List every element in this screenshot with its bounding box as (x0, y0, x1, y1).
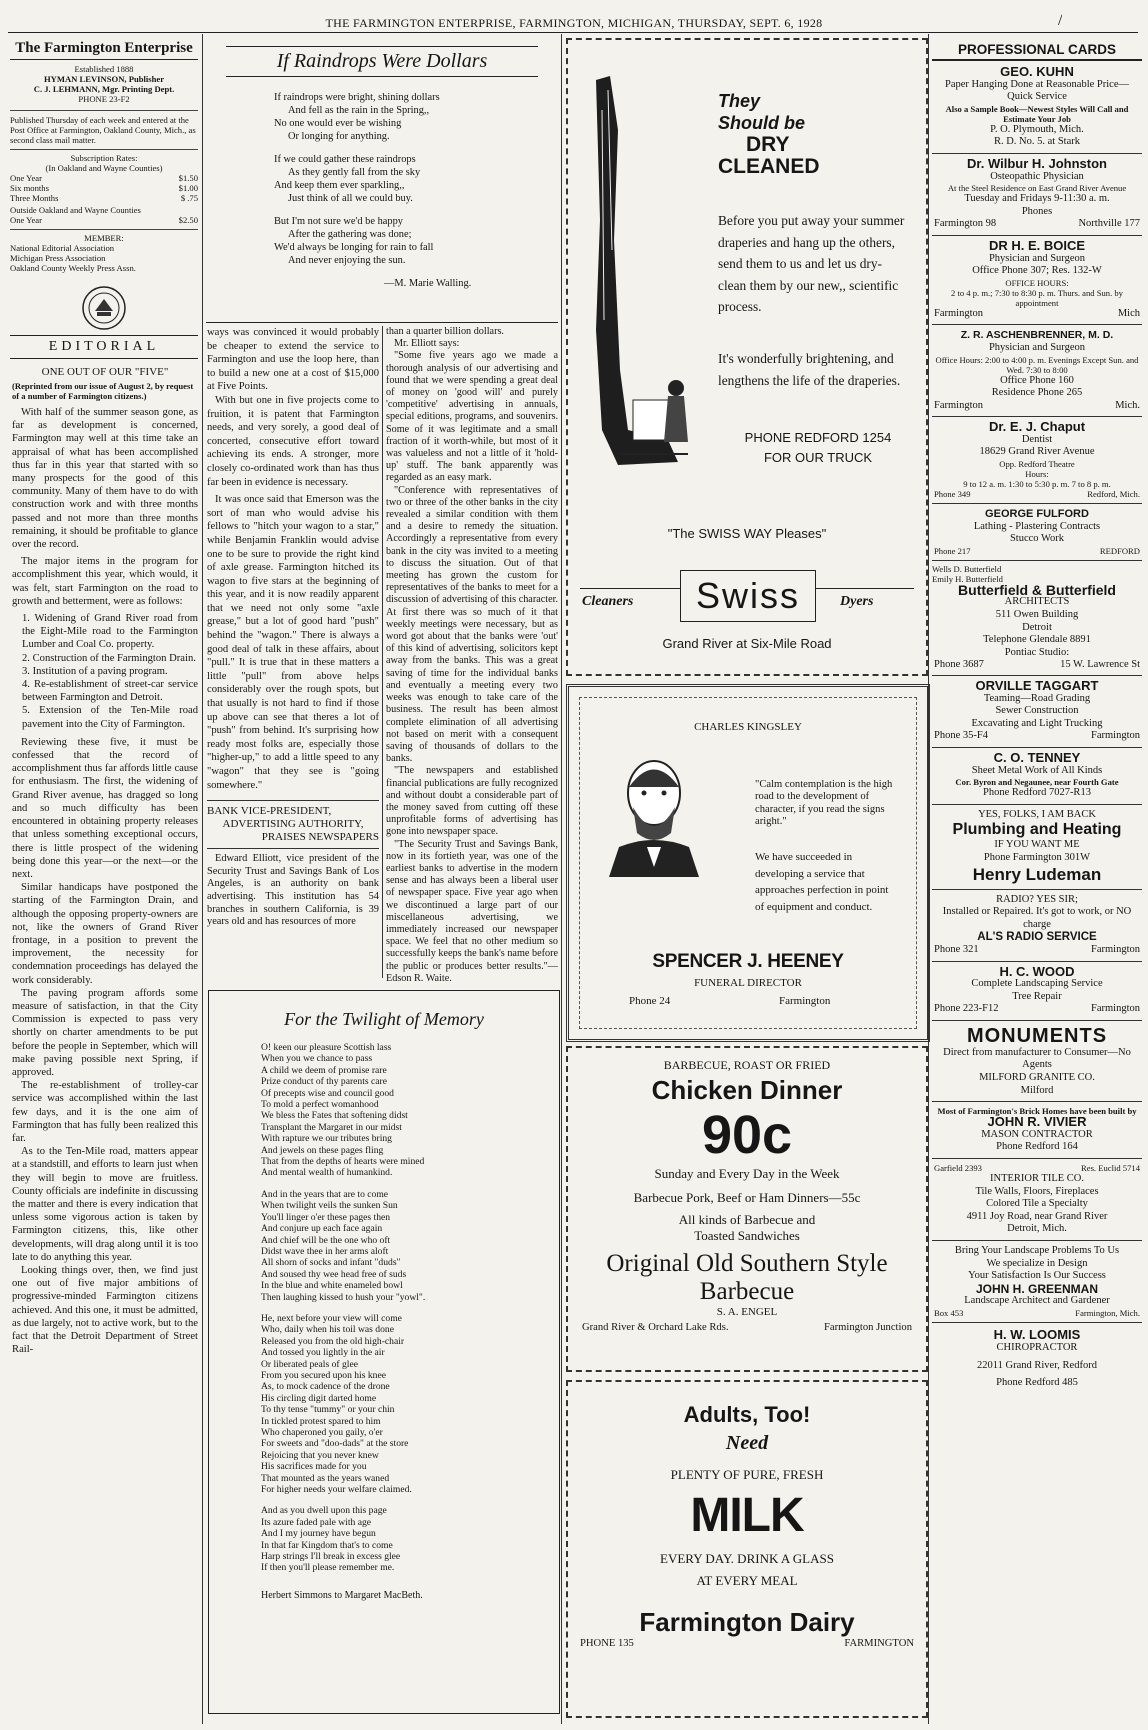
card-phone: Garfield 2393 (934, 1163, 982, 1174)
swiss-left-label: Cleaners (582, 594, 634, 609)
card-name: Butterfield & Butterfield (958, 581, 1116, 598)
card-phone: Phone 349 (934, 489, 971, 500)
masthead: THE FARMINGTON ENTERPRISE, FARMINGTON, MICHIGAN, THURSDAY, SEPT. 6, 1928 (325, 16, 823, 30)
card-name: MONUMENTS (966, 1024, 1108, 1047)
dairy-line: Adults, Too! (683, 1402, 811, 1427)
bbq-line: Barbecue Pork, Beef or Ham Dinners—55c (633, 1190, 861, 1205)
dairy-milk: MILK (690, 1489, 804, 1542)
card-name: DR H. E. BOICE (988, 237, 1086, 253)
card-line: 9 to 12 a. m. 1:30 to 5:30 p. m. 7 to 8 p. m. (963, 479, 1111, 490)
card-line: Stucco Work (1009, 533, 1065, 545)
member-item: Michigan Press Association (10, 253, 106, 263)
poem-line: In the blue and white enameled bowl (261, 1280, 403, 1292)
card-line: Most of Farmington's Brick Homes have been built by (937, 1106, 1137, 1117)
card-line: Cor. Byron and Negaunee, near Fourth Gate (955, 777, 1119, 788)
poem-line: And soused thy wee head free of suds (261, 1268, 407, 1280)
card-name: H. W. LOOMIS (993, 1326, 1081, 1342)
poem-line: We bless the Fates that softening didst (261, 1110, 408, 1122)
swiss-headline: Should be (718, 113, 805, 133)
card-line: Also a Sample Book—Newest Styles Will Call and Estimate Your Job (945, 103, 1129, 124)
column-divider (561, 34, 562, 1724)
bbq-line: All kinds of Barbecue and (678, 1212, 816, 1227)
card-greenman (932, 1241, 1142, 1323)
editorial-paragraph: Similar handicaps have postponed the starting of the Farmington Drain, and although the opposing property-owners are not, like the owners of Grand River frontage, in a position to prevent the improvement, the necessity for condemnation proceedings has delayed the work considerably. (12, 882, 198, 986)
poem-line: If we could gather these raindrops (274, 154, 416, 165)
card-line: At the Steel Residence on East Grand River Avenue (947, 183, 1127, 194)
card-line: Pontiac Studio: (1004, 646, 1070, 658)
poem-line: Harp strings I'll break in excess glee (261, 1551, 401, 1563)
card-line: OFFICE HOURS: (1005, 277, 1069, 288)
card-line: Detroit, Mich. (1007, 1223, 1067, 1235)
heeney-name: SPENCER J. HEENEY (652, 951, 844, 972)
card-line: Physician and Surgeon (988, 252, 1086, 264)
card-name: INTERIOR TILE CO. (989, 1173, 1084, 1185)
bbq-big: Original Old Southern Style (606, 1250, 888, 1277)
card-town: Farmington, Mich. (1075, 1307, 1140, 1318)
card-line: Phone Redford 485 (996, 1376, 1078, 1388)
poem-line: In that far Kingdom that's to come (261, 1539, 393, 1551)
raindrops-poem (206, 40, 558, 318)
card-line: 4911 Joy Road, near Grand River (966, 1210, 1108, 1222)
publisher: HYMAN LEVINSON, Publisher (43, 74, 165, 84)
poem-line: O! keen our pleasure Scottish lass (261, 1042, 392, 1053)
card-name: C. O. TENNEY (993, 749, 1081, 765)
card-line: RADIO? YES SIR; (996, 893, 1078, 905)
card-boice (932, 236, 1142, 325)
program-item: 1. Widening of Grand River road from the Eight-Mile road to the Farmington Lumber and Coal Co. property. (22, 613, 198, 651)
dairy-line: Need (725, 1432, 769, 1454)
card-name: Z. R. ASCHENBRENNER, M. D. (960, 329, 1114, 342)
poem-line: If raindrops were bright, shining dollars (274, 92, 440, 103)
poem-line: And keep them ever sparkling,, (274, 180, 405, 191)
swiss-body: It's wonderfully brightening, and lengthens the life of the draperies. (718, 351, 901, 388)
poem-line: A child we deem of promise rare (261, 1064, 387, 1076)
poem-line: And in the years that are to come (261, 1188, 389, 1200)
card-town: Farmington (934, 307, 983, 319)
editorial-title: ONE OUT OF OUR "FIVE" (41, 366, 169, 378)
swiss-right-label: Dyers (840, 594, 874, 609)
card-line: Plumbing and Heating (952, 821, 1122, 839)
poem-signature: Herbert Simmons to Margaret MacBeth. (261, 1589, 423, 1601)
card-town: Farmington (1091, 730, 1140, 742)
card-phone: Phone 321 (934, 943, 979, 955)
card-phone: Phone 3687 (934, 659, 984, 671)
card-line: Phone Redford 7027-R13 (983, 787, 1091, 799)
kingsley-quote: "Calm contemplation is the high road to the development of character, if you read the signs aright." (755, 779, 893, 828)
poem-line: And as you dwell upon this page (261, 1505, 387, 1517)
editorial-heading: EDITORIAL (10, 335, 198, 359)
card-line: Office Phone 160 (1000, 374, 1074, 386)
card-line: Residence Phone 265 (991, 387, 1083, 399)
poem-line: Of precepts wise and council good (261, 1087, 394, 1099)
card-line: Lathing - Plastering Contracts (973, 520, 1101, 532)
bbq-owner: S. A. ENGEL (716, 1306, 778, 1318)
card-tenney (932, 748, 1142, 805)
card-line: Telephone Glendale 8891 (983, 634, 1091, 646)
card-box: Box 453 (934, 1307, 964, 1318)
card-line: Colored Tile a Specialty (986, 1198, 1088, 1210)
portrait-engraving-icon (599, 747, 709, 877)
card-taggart (932, 676, 1142, 748)
bank-headline: ADVERTISING AUTHORITY, (222, 818, 364, 831)
card-line: YES, FOLKS, I AM BACK (978, 808, 1096, 820)
card-name: JOHN R. VIVIER (987, 1114, 1087, 1130)
card-name: Dr. Wilbur H. Johnston (967, 155, 1107, 171)
card-line: CHIROPRACTOR (996, 1341, 1078, 1353)
barbecue-ad (566, 1046, 928, 1372)
card-name: AL'S RADIO SERVICE (977, 931, 1097, 944)
card-town: Redford, Mich. (1087, 489, 1140, 500)
poem-line: That mounted as the years waned (261, 1472, 390, 1484)
bbq-top: BARBECUE, ROAST OR FRIED (663, 1058, 831, 1072)
program-item: 4. Re-establishment of street-car service between Farmington and Detroit. (22, 679, 198, 704)
poem-line: Prize conduct of thy parents care (261, 1076, 387, 1088)
poem-line: And conjure up each face again (261, 1223, 383, 1235)
card-line: 18629 Grand River Avenue (979, 446, 1095, 458)
card-town: Farmington (1091, 1003, 1140, 1015)
poem-line: When you we chance to pass (261, 1053, 373, 1065)
card-town: Farmington (1091, 943, 1140, 955)
heeney-town: Farmington (779, 995, 831, 1007)
editorial-paragraph: The paving program affords some measure of satisfaction, in that the City Commission is expected to pass very shortly on charter amendments to be put before the people in September, which will make paving possible next Spring, if approved. (12, 987, 198, 1078)
editorial-paragraph: ways was convinced it would probably be cheaper to extend the service to Farmington and use the loop here, than to build a new one at a cost of $15,000 at Five Points. (207, 327, 379, 393)
card-line: IF YOU WANT ME (994, 839, 1080, 851)
poem-line: Or liberated peals of glee (261, 1358, 358, 1370)
bank-paragraph: than a quarter billion dollars. (386, 326, 504, 337)
card-line: Office Phone 307; Res. 132-W (972, 265, 1102, 277)
professional-cards (932, 62, 1142, 1395)
card-line: Phones (1021, 205, 1053, 217)
cards-title: PROFESSIONAL CARDS (932, 42, 1142, 61)
farmington-dairy-ad (566, 1380, 928, 1718)
card-town: REDFORD (1099, 545, 1140, 556)
poem-line: To mold a perfect womanhood (261, 1099, 379, 1111)
rate-row: One Year $2.50 (10, 215, 198, 225)
card-butterfield (932, 561, 1142, 676)
swiss-body: Before you put away your summer draperies and hang up the others, send them to us and let us dry-clean them by our new,, scientific process. (718, 213, 905, 314)
dairy-line: AT EVERY MEAL (696, 1573, 798, 1588)
subscription-sub: (In Oakland and Wayne Counties) (45, 163, 163, 173)
card-line: Paper Hanging Done at Reasonable Price— Quick Service (945, 78, 1129, 103)
card-line: Installed or Repaired. It's got to work, or NO charge (942, 906, 1132, 930)
card-line: Phone Farmington 301W (983, 851, 1091, 863)
poem-line: In tickled protest spared to him (261, 1415, 381, 1427)
editorial-paragraph: With but one in five projects come to fruition, it is patent that Farmington needs, and very sorely, a good deal of concerted, consecutive effort toward achieving its ends. A stronger, more closely co-ordinated work than has thus far been in evidence is necessary. (207, 394, 379, 488)
editorial-paragraph: Looking things over, then, we find just one out of five major ambitions of progressive-minded Farmington citizens achieved. And this one, it must be admitted, as due largely, not to active work, but to the fact that the Detroit Department of Street Rail- (12, 1265, 198, 1356)
swiss-slogan: "The SWISS WAY Pleases" (667, 526, 827, 541)
card-line: Tree Repair (1012, 990, 1062, 1002)
poem-line: And I my journey have begun (261, 1528, 376, 1540)
card-line: Landscape Architect and Gardener (964, 1295, 1110, 1307)
card-kuhn (932, 62, 1142, 154)
heeney-title: FUNERAL DIRECTOR (694, 977, 802, 989)
card-phone: Res. Euclid 5714 (1081, 1163, 1140, 1174)
card-line: R. D. No. 5. at Stark (993, 136, 1081, 148)
rate-row: One Year $1.50 (10, 173, 198, 183)
poem-line: But I'm not sure we'd be happy (274, 216, 403, 227)
poem-line: He, next before your view will come (261, 1312, 402, 1324)
card-johnston (932, 154, 1142, 236)
poem-line: From you secured upon his knee (261, 1369, 386, 1381)
card-fulford (932, 504, 1142, 561)
swiss-headline: They (718, 91, 761, 111)
bank-headline: PRAISES NEWSPAPERS (261, 831, 379, 844)
poem-line: Released you from the old high-chair (261, 1335, 405, 1347)
page-number: / (1058, 12, 1063, 29)
masthead-rule (8, 32, 1138, 33)
editorial-reprint: (Reprinted from our issue of August 2, by request of a number of Farmington citizens.) (12, 381, 194, 401)
card-line: Dentist (1021, 433, 1053, 445)
poem-line: To thy tense "tummy" or your chin (261, 1404, 395, 1416)
bank-paragraph: "The newspapers and established financial publications are fully recognized and without doubt a considerable part of the money saved from cutting off these unprofitable forms of advertising has gone into newspaper space. (386, 765, 558, 838)
poem-line: Or longing for anything. (288, 131, 390, 142)
card-phone: Farmington 98 (934, 218, 997, 230)
paper-phone: PHONE 23-F2 (78, 94, 130, 104)
card-line: Osteopathic Physician (990, 170, 1084, 182)
editorial-paragraph: The re-establishment of trolley-car service was accomplished within the last few days, and it is the one aim of Farmington that has fully been realized this far. (12, 1080, 198, 1144)
card-line: Milford (1020, 1084, 1054, 1096)
card-tile (932, 1159, 1142, 1241)
card-town: Farmington (934, 399, 983, 411)
editorial-paragraph: It was once said that Emerson was the sort of man who would advise his fellows to "hitch your wagon to a star," while Benjamin Franklin would advise one to be sure to provide the right kind of axle grease. Farmington hitched its wagon to five stars at the beginning of this year, and it is now readily apparent that we need not only some "axle grease," but a lot of good hard "push" behind the "wagon." There is always a good deal of talk in these affairs, about "pull." It is true that in these matters a little "pull" from above helps considerably over the rough spots, but that usually is not hard to find if those up above can see that theres a lot of "push" from behind. It's surprising how ready most folks are, especially those "higher-up," to add a little speed to any "wagon" that they see is "going somewhere." (207, 494, 379, 791)
editorial-paragraph: With half of the summer season gone, as far as development is concerned, Farmington may well at this time take an appraisal of what has been accomplished thus far in this year that started with so many prospects for the good of this community. Many of them have to do with construction work and with three months passed and not more than three months remaining, it should be profitable to glance over the record. (12, 407, 198, 551)
dairy-town: FARMINGTON (844, 1638, 914, 1649)
card-line: Office Hours: 2:00 to 4:00 p. m. Evenings Except Sun. and Wed. 7:30 to 8:00 (935, 354, 1139, 375)
poem-line: Transplant the Margaret in our midst (261, 1121, 402, 1133)
poem-line: And tossed you lightly in the air (261, 1347, 385, 1359)
card-phone: Northville 177 (1078, 218, 1140, 230)
poem-line: That from the depths of hearts were mined (261, 1156, 425, 1168)
poem-line: As, to mock cadence of the drone (261, 1381, 390, 1393)
card-name: JOHN H. GREENMAN (975, 1281, 1098, 1296)
bank-headline: BANK VICE-PRESIDENT, (207, 805, 332, 818)
card-line: We specialize in Design (986, 1257, 1088, 1269)
editorial-paragraph: Reviewing these five, it must be confessed that the record of accomplishment thus far affords little cause for enthusiasm. The first, the widening of Grand River avenue, has dragged so long and so much difficulty has been encountered in obtaining property releases that unless something exceptional occurs, there is little prospect of the widening being done this year—or the next—or the next. (12, 736, 198, 880)
poem-line: His sacrifices made for you (261, 1461, 367, 1473)
member-item: Oakland County Weekly Press Assn. (10, 263, 136, 273)
poem-line: Then laughing kissed to hush your "yowl". (261, 1291, 426, 1303)
card-name: Dr. E. J. Chaput (988, 419, 1086, 435)
program-item: 2. Construction of the Farmington Drain. (22, 652, 196, 664)
dairy-line: EVERY DAY. DRINK A GLASS (660, 1551, 834, 1566)
card-name: H. C. WOOD (999, 963, 1075, 979)
swiss-headline: CLEANED (718, 155, 820, 178)
card-vivier (932, 1102, 1142, 1159)
card-line: Tile Walls, Floors, Fireplaces (975, 1185, 1099, 1197)
raindrops-title: If Raindrops Were Dollars (226, 46, 538, 77)
card-line: Sewer Construction (995, 705, 1079, 717)
poem-line: And mental wealth of humankind. (261, 1167, 393, 1179)
poem-line: Rejoicing that you never knew (261, 1449, 379, 1461)
poem-line: Just think of all we could buy. (288, 193, 413, 204)
press-seal-icon (81, 285, 127, 331)
poem-line: Who chaperoned you gaily, o'er (261, 1427, 383, 1438)
card-line: Emily H. Butterfield (932, 573, 1003, 584)
card-line: Tuesday and Fridays 9-11:30 a. m. (964, 193, 1110, 205)
card-line: Complete Landscaping Service (971, 978, 1103, 990)
rates-list (10, 173, 198, 225)
bbq-address: Grand River & Orchard Lake Rds. (582, 1322, 729, 1333)
editorial-continued (207, 326, 379, 929)
bank-paragraph: "The Security Trust and Savings Bank, now in its fortieth year, was one of the earliest banks to advertise in the modern sense and has always been a liberal user of newspaper space. Five year ago when we discontinued a large part of our miscellaneous advertising, we immediately increased our newspaper space. We feel that no other medium so successfully keeps the bank's name before the public or produces better results."—Edson R. Waite. (386, 838, 558, 984)
rate-row: Three Months $ .75 (10, 193, 198, 203)
poem-line: His circling digit darted home (261, 1392, 377, 1404)
poem-author: —M. Marie Walling. (384, 278, 472, 289)
card-line: 2 to 4 p. m.; 7:30 to 8:30 p. m. Thurs. and Sun. by appointment (951, 287, 1123, 308)
card-line: 22011 Grand River, Redford (977, 1360, 1097, 1372)
heeney-phone: Phone 24 (629, 995, 671, 1007)
poem-line: For higher needs your welfare claimed. (261, 1484, 412, 1496)
poem-line: Its azure faded pale with age (261, 1516, 372, 1528)
card-name: GEO. KUHN (1000, 64, 1074, 79)
swiss-phone: PHONE REDFORD 1254 (744, 430, 892, 445)
card-line: Opp. Redford Theatre (999, 459, 1075, 470)
card-line: Direct from manufacturer to Consumer—No Agents (943, 1046, 1131, 1071)
poem-line: And fell as the rain in the Spring,, (288, 105, 430, 116)
bbq-days: Sunday and Every Day in the Week (654, 1166, 840, 1181)
card-line: Bring Your Landscape Problems To Us (954, 1245, 1120, 1256)
card-state: Mich. (1115, 399, 1140, 411)
established: Established 1888 (74, 64, 134, 74)
heeney-funeral-ad (566, 684, 930, 1042)
heeney-body: We have succeeded in developing a service that approaches perfection in point of equipment and conduct. (755, 851, 889, 913)
poem-line: After the gathering was done; (288, 229, 412, 240)
poem-line: And chief will be the one who oft (261, 1234, 391, 1246)
card-monuments (932, 1021, 1142, 1102)
card-line: 511 Owen Building (995, 609, 1079, 621)
swiss-address: Grand River at Six-Mile Road (662, 636, 832, 651)
editorial-paragraph: As to the Ten-Mile road, matters appear at a standstill, and efforts to learn just when they will begin to move are fruitless. County officials are indefinite in discussing the matter and there is every indication that unless some vigorous action is taken by Farmington citizens, this, like other developments, will drag along until it is too late to do anything this year. (12, 1146, 198, 1263)
rate-row: Six months $1.00 (10, 183, 198, 193)
card-line: P. O. Plymouth, Mich. (990, 123, 1084, 135)
bank-paragraph: "Conference with representatives of two or three of the other banks in the city revealed a similar condition with them and a desire to remedy the situation. Accordingly a representative from every bank in the city was invited to a meeting to discuss the situation. Out of that meeting has grown the custom for representatives of the banks to meet for a discussion of advertising of this character. At first there was so much of it that weekly meetings were necessary, but as word got about that the banks were 'out' of this kind of advertising, solicitors kept away from the banks. This was a great saving of time for the individual banks and eventually a meeting every two weeks was enough to take care of the business. The result has been almost complete elimination of all advertising not based on merit with a consequent saving of thousands of dollars to the banks. (386, 484, 558, 765)
poem-line: And jewels on these pages fling (261, 1144, 384, 1156)
poem-line: With rapture we our tributes bring (261, 1133, 392, 1145)
twilight-poem (208, 990, 560, 1714)
card-line: Detroit (1022, 621, 1052, 633)
card-line: Excavating and Light Trucking (971, 717, 1103, 729)
swiss-headline: DRY (746, 133, 790, 156)
editorial-column (12, 362, 198, 1356)
card-phone: Phone 35-F4 (934, 730, 988, 742)
dairy-name: Farmington Dairy (639, 1607, 855, 1637)
card-radio (932, 890, 1142, 962)
card-line: Your Satisfaction Is Our Success (968, 1270, 1106, 1282)
card-line: Physician and Surgeon (988, 341, 1086, 353)
card-name: GEORGE FULFORD (985, 508, 1089, 521)
card-line: Wells D. Butterfield (932, 563, 1002, 574)
poem-line: We'd always be longing for rain to fall (274, 242, 434, 253)
card-loomis (932, 1323, 1142, 1395)
poem-line: All shorn of socks and infant "duds" (261, 1257, 401, 1269)
section-rule (206, 322, 558, 323)
card-line: MASON CONTRACTOR (981, 1128, 1093, 1140)
card-ludeman (932, 805, 1142, 890)
bank-article (386, 326, 558, 985)
card-line: ARCHITECTS (1004, 596, 1070, 608)
manager: C. J. LEHMANN, Mgr. Printing Dept. (33, 84, 175, 94)
bank-paragraph: Mr. Elliott says: (394, 338, 460, 350)
bbq-town: Farmington Junction (824, 1322, 912, 1333)
poem-line: For sweets and "doo-dads" at the store (261, 1438, 409, 1450)
card-aschenbrenner (932, 325, 1142, 417)
card-line: Phone Redford 164 (996, 1141, 1078, 1153)
member-item: National Editorial Association (10, 243, 115, 253)
card-address: 15 W. Lawrence St (1060, 659, 1140, 671)
bank-paragraph: Edward Elliott, vice president of the Security Trust and Savings Bank of Los Angeles, is an authority on bank advertising. This institution has 54 branches in southern California, is 39 years old and has resources of more (207, 853, 379, 928)
card-phone: Phone 223-F12 (934, 1003, 999, 1015)
card-line: Hours: (1025, 469, 1049, 480)
bbq-big: Barbecue (699, 1278, 795, 1305)
swiss-cleaners-ad (566, 38, 928, 676)
member-head: MEMBER: (84, 233, 124, 243)
card-state: Mich (1117, 307, 1140, 319)
dairy-line: PLENTY OF PURE, FRESH (670, 1467, 824, 1482)
column-divider (202, 34, 203, 1724)
poem-line: You'll linger o'er these pages then (261, 1211, 391, 1223)
card-line: MILFORD GRANITE CO. (979, 1072, 1095, 1084)
poem-line: Didst wave thee in her arms aloft (261, 1245, 389, 1257)
bbq-line: Toasted Sandwiches (694, 1228, 800, 1243)
poem-line: As they gently fall from the sky (288, 167, 421, 178)
bbq-price: 90c (701, 1105, 793, 1165)
bank-paragraph: "Some five years ago we made a thorough analysis of our advertising and found that we were spending a great deal of money on 'good will' and purely 'competitive' advertising in annuals, special editions, programs, and souvenirs. Some of it was legitimate and a small fraction of it worth-while, but most of it was valueless and not a little of it 'hold-up' stuff. The bank apparently was regarded as an easy mark. (386, 350, 558, 484)
dairy-phone: PHONE 135 (580, 1638, 634, 1649)
card-line: Teaming—Road Grading (983, 692, 1091, 704)
card-phone: Phone 217 (934, 545, 971, 556)
card-name: Henry Ludeman (972, 864, 1102, 884)
poem-line: When twilight veils the sunken Sun (261, 1200, 398, 1212)
swiss-truck: FOR OUR TRUCK (763, 450, 873, 465)
draperies-illustration-icon (588, 70, 708, 490)
poem-line: If then you'll please remember me. (261, 1562, 395, 1574)
program-item: 3. Institution of a paving program. (22, 665, 168, 677)
quote-author: CHARLES KINGSLEY (694, 721, 802, 733)
swiss-logo: Swiss (680, 570, 816, 622)
poem-line: Who, daily when his toil was done (261, 1324, 394, 1336)
card-line: Sheet Metal Work of All Kinds (971, 764, 1103, 776)
column-divider (382, 326, 383, 978)
twilight-title: For the Twilight of Memory (284, 1009, 484, 1029)
poem-line: And never enjoying the sun. (288, 255, 406, 266)
outside-label: Outside Oakland and Wayne Counties (10, 205, 141, 215)
paper-title: The Farmington Enterprise (10, 40, 198, 60)
bbq-dinner: Chicken Dinner (651, 1075, 843, 1105)
program-item: 5. Extension of the Ten-Mile road pavement into the City of Farmington. (22, 705, 198, 730)
published-note: Published Thursday of each week and entered at the Post Office at Farmington, Oakland County, Mich., as second class mail matter. (10, 110, 198, 145)
card-wood (932, 962, 1142, 1021)
paper-info (10, 40, 198, 336)
subscription-head: Subscription Rates: (70, 153, 138, 163)
card-chaput (932, 417, 1142, 504)
poem-line: No one would ever be wishing (274, 118, 402, 129)
editorial-paragraph: The major items in the program for accomplishment this year, which would, it was felt, start Farmington on the road to growth and betterment, were as follows: (12, 556, 198, 607)
card-name: ORVILLE TAGGART (975, 678, 1099, 693)
